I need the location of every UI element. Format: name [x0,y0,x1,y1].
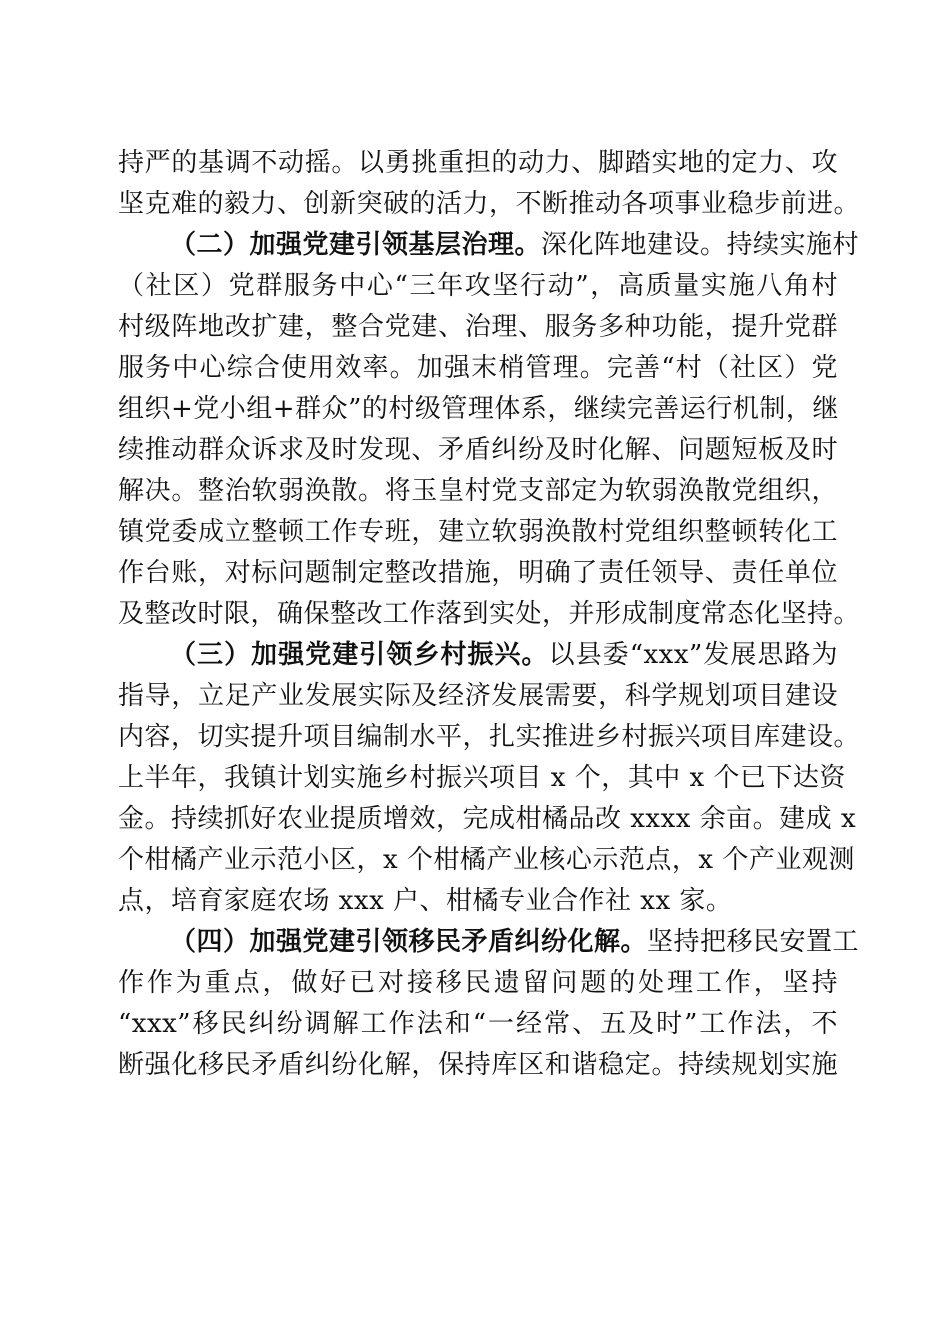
text-line: 上半年，我镇计划实施乡村振兴项目 x 个，其中 x 个已下达资 [118,763,846,793]
text-line: 解决。整治软弱涣散。将玉皇村党支部定为软弱涣散党组织， [118,476,838,506]
text-line: 内容，切实提升项目编制水平，扎实推进乡村振兴项目库建设。 [118,722,861,752]
text-line: 点，培育家庭农场 xxx 户、柑橘专业合作社 xx 家。 [118,886,733,916]
text-line: 指导，立足产业发展实际及经济发展需要，科学规划项目建设 [118,681,838,711]
text-line: 及整改时限，确保整改工作落到实处，并形成制度常态化坚持。 [118,599,861,629]
text-line: 组织+党小组+群众”的村级管理体系，继续完善运行机制，继 [118,394,839,424]
paragraph-first-line [118,635,838,676]
text-line: 镇党委成立整顿工作专班，建立软弱涣散村党组织整顿转化工 [118,517,838,547]
text-line: （社区）党群服务中心“三年攻坚行动”，高质量实施八角村 [118,271,838,301]
text-run: 坚持把移民安置工 [647,927,860,957]
text-line: 作作为重点，做好已对接移民遗留问题的处理工作，坚持 [118,968,838,998]
document-body [118,143,861,1086]
text-line: 服务中心综合使用效率。加强末梢管理。完善“村（社区）党 [118,353,838,383]
text-run: 深化阵地建设。持续实施村 [541,230,860,260]
paragraph-first-line [118,225,860,266]
text-line: 断强化移民矛盾纠纷化解，保持库区和谐稳定。持续规划实施 [118,1050,838,1080]
section-heading: （四）加强党建引领移民矛盾纠纷化解。 [170,927,648,957]
section-heading: （三）加强党建引领乡村振兴。 [170,640,549,670]
text-run: 以县委“xxx”发展思路为 [548,640,838,670]
text-line: 个柑橘产业示范小区，x 个柑橘产业核心示范点，x 个产业观测 [118,845,855,875]
text-line: “xxx”移民纠纷调解工作法和“一经常、五及时”工作法，不 [118,1009,838,1039]
paragraph-3 [118,635,861,922]
section-heading: （二）加强党建引领基层治理。 [170,230,542,260]
text-line: 作台账，对标问题制定整改措施，明确了责任领导、责任单位 [118,558,838,588]
paragraph-1 [118,143,861,225]
text-line: 续推动群众诉求及时发现、矛盾纠纷及时化解、问题短板及时 [118,435,838,465]
text-line: 村级阵地改扩建，整合党建、治理、服务多种功能，提升党群 [118,312,838,342]
text-line: 持严的基调不动摇。以勇挑重担的动力、脚踏实地的定力、攻 [118,148,838,178]
paragraph-first-line [118,922,860,963]
paragraph-2 [118,225,861,635]
text-line: 坚克难的毅力、创新突破的活力，不断推动各项事业稳步前进。 [118,189,861,219]
paragraph-4 [118,922,860,1086]
text-line: 金。持续抓好农业提质增效，完成柑橘品改 xxxx 余亩。建成 x [118,804,857,834]
